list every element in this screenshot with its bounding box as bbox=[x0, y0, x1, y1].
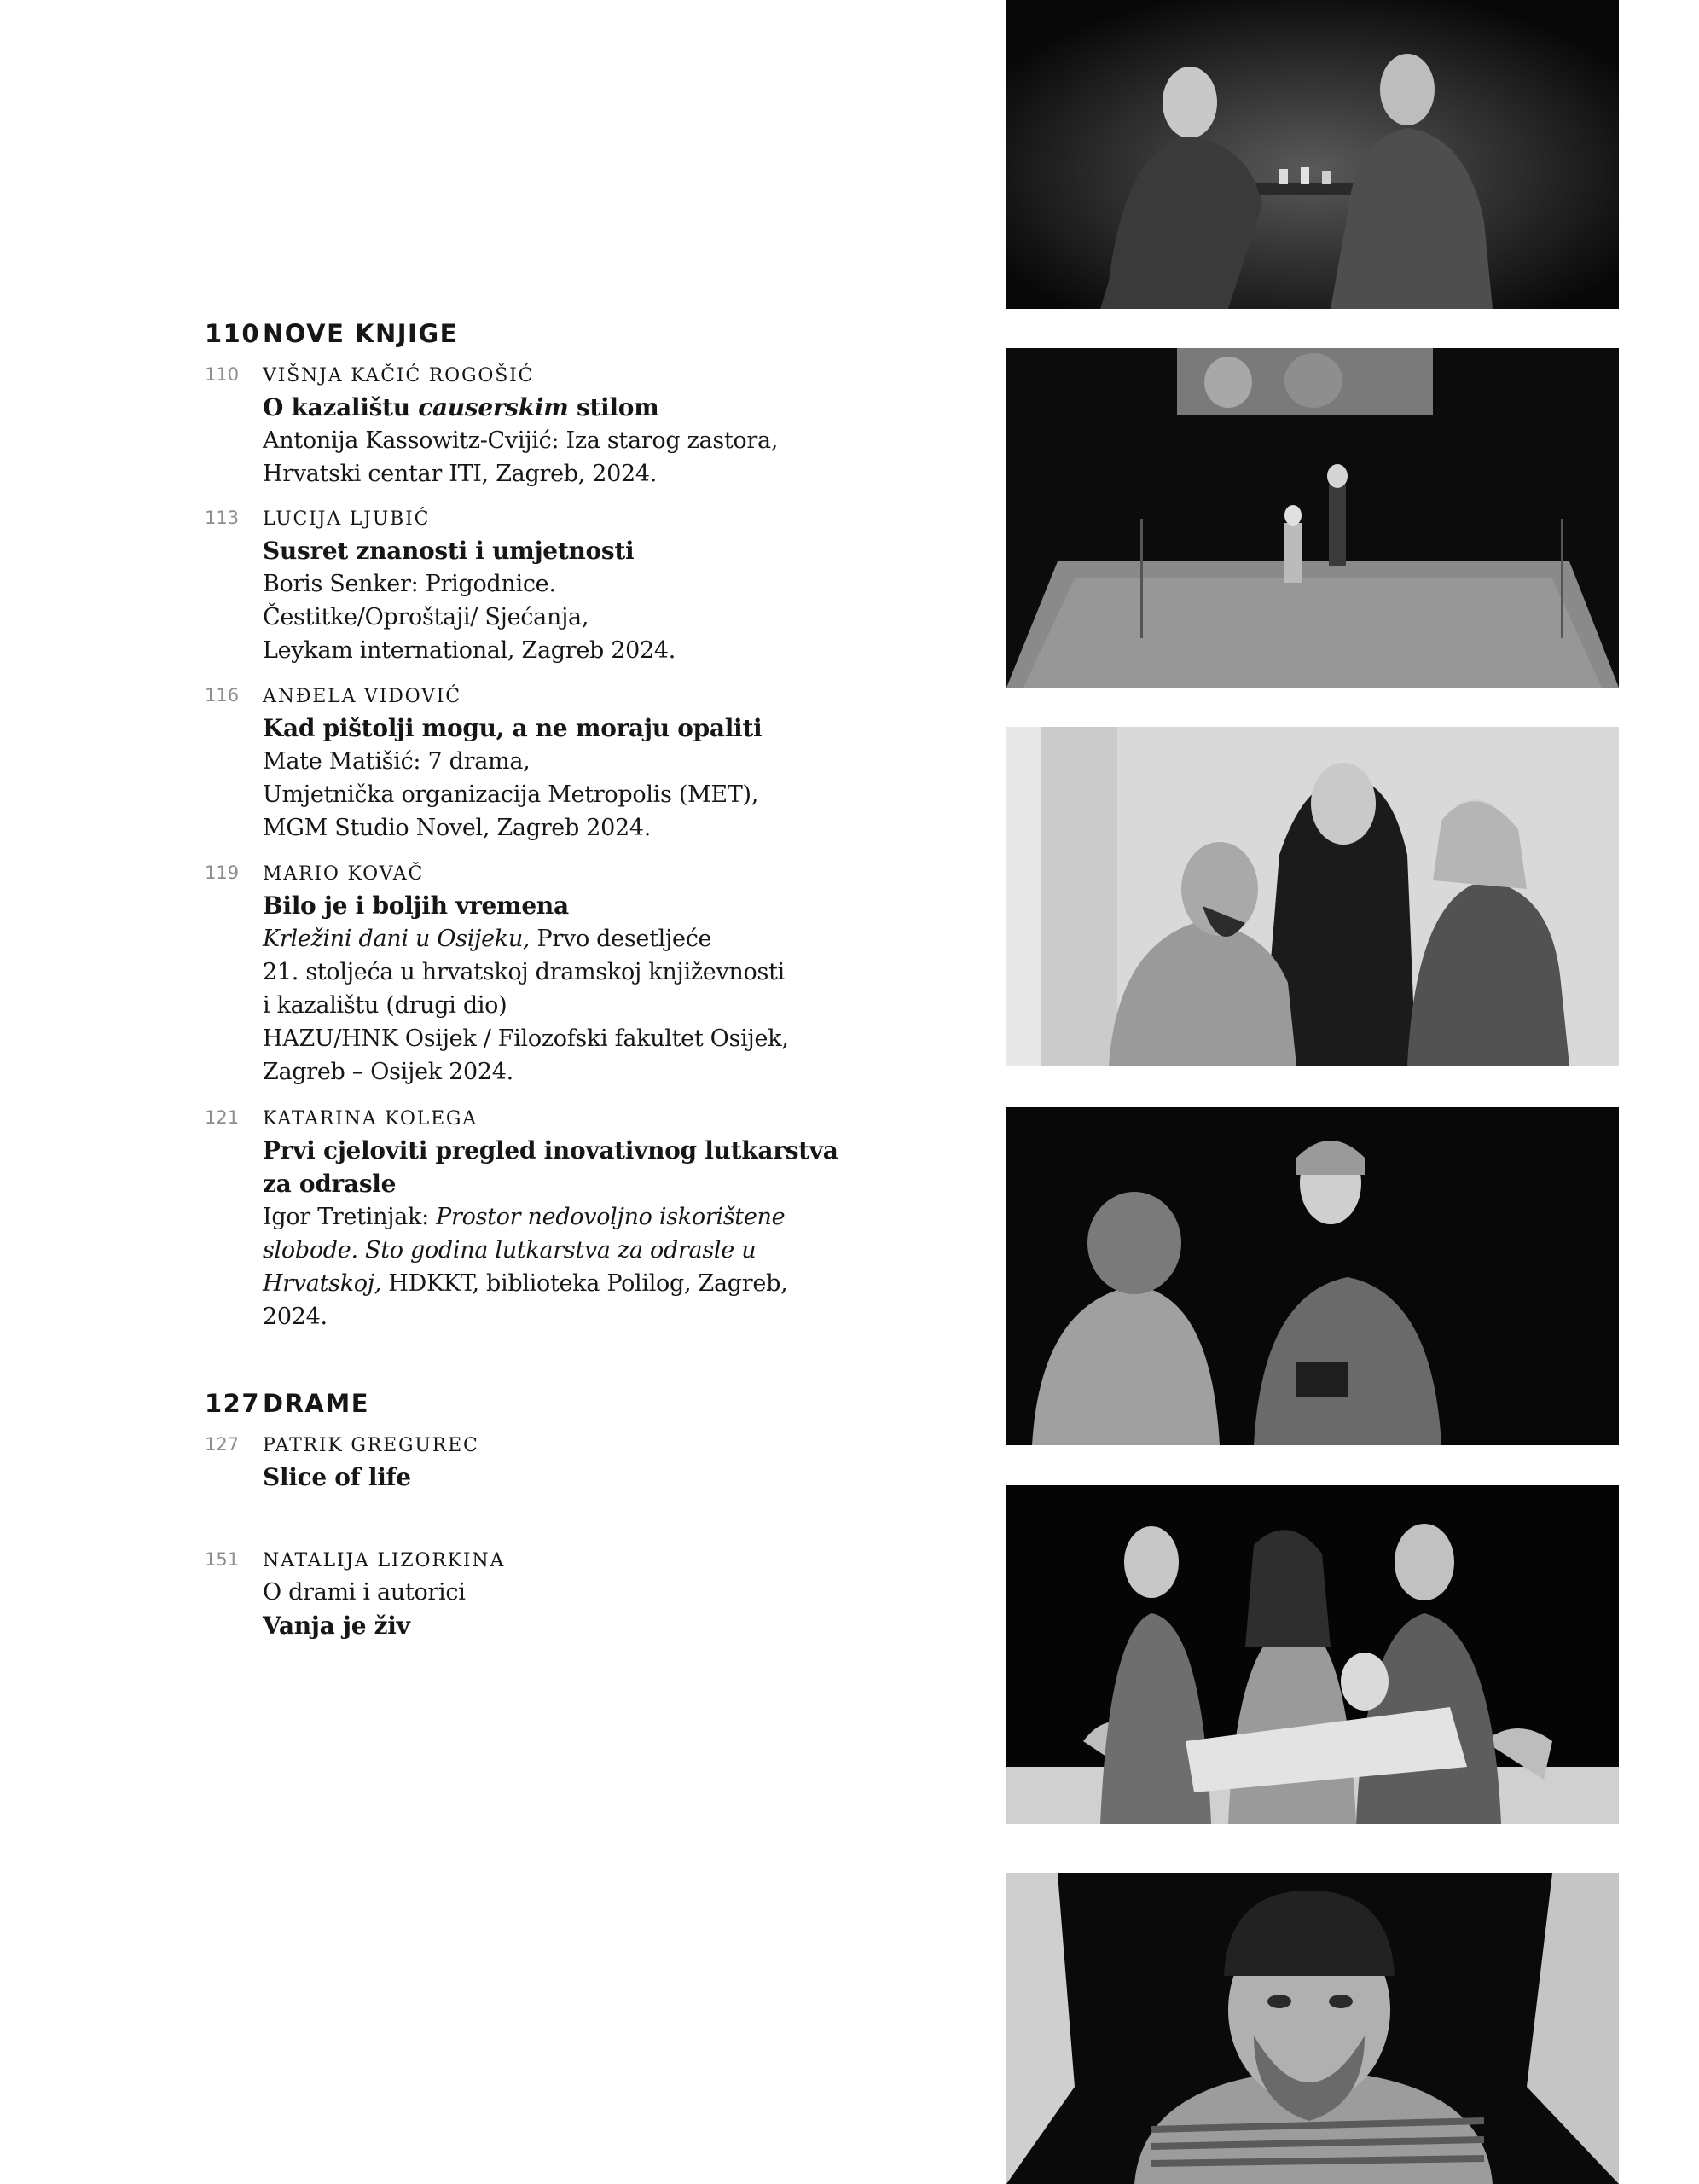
page-number: 119 bbox=[205, 863, 240, 883]
entry-desc-line: Boris Senker: Prigodnice. bbox=[263, 571, 556, 597]
entry-desc-line: HAZU/HNK Osijek / Filozofski fakultet Osijek, bbox=[263, 1025, 789, 1052]
entry-desc-line: 2024. bbox=[263, 1304, 328, 1330]
section-title: NOVE KNJIGE bbox=[263, 319, 458, 348]
section-title: DRAME bbox=[263, 1389, 370, 1418]
entry-desc-line: slobode. Sto godina lutkarstva za odrasle u bbox=[263, 1237, 757, 1263]
entry-desc-line: 21. stoljeća u hrvatskoj dramskoj književnosti bbox=[263, 959, 785, 985]
entry-desc-line: Igor Tretinjak: Prostor nedovoljno iskorištene bbox=[263, 1204, 786, 1230]
entry-author: PATRIK GREGUREC bbox=[263, 1435, 479, 1456]
entry-desc-line: Umjetnička organizacija Metropolis (MET), bbox=[263, 781, 759, 808]
page-number: 127 bbox=[205, 1434, 240, 1455]
entry-title: Bilo je i boljih vremena bbox=[263, 892, 569, 920]
entry-title: Susret znanosti i umjetnosti bbox=[263, 537, 635, 565]
page-number: 116 bbox=[205, 685, 240, 706]
entry-subtitle: O drami i autorici bbox=[263, 1579, 466, 1606]
stage-photo bbox=[1006, 1873, 1619, 2184]
section-heading-nove-knjige bbox=[205, 317, 458, 350]
entry-title: Kad pištolji mogu, a ne moraju opaliti bbox=[263, 714, 763, 742]
entry-desc-line: Mate Matišić: 7 drama, bbox=[263, 748, 531, 775]
entry-title: Slice of life bbox=[263, 1463, 411, 1491]
entry-desc-line: Antonija Kassowitz-Cvijić: Iza starog zastora, bbox=[263, 427, 779, 454]
stage-photo bbox=[1006, 727, 1619, 1066]
entry-desc-line: Hrvatski centar ITI, Zagreb, 2024. bbox=[263, 461, 658, 487]
entry-desc-line: MGM Studio Novel, Zagreb 2024. bbox=[263, 815, 652, 841]
entry-desc-line: Leykam international, Zagreb 2024. bbox=[263, 637, 676, 664]
entry-title-line: Prvi cjeloviti pregled inovativnog lutkarstva bbox=[263, 1136, 838, 1165]
stage-photo bbox=[1006, 1107, 1619, 1445]
page-number: 113 bbox=[205, 508, 240, 528]
entry-author: KATARINA KOLEGA bbox=[263, 1108, 478, 1130]
page-number: 110 bbox=[205, 364, 240, 385]
entry-title: Vanja je živ bbox=[263, 1612, 410, 1640]
entry-author: VIŠNJA KAČIĆ ROGOŠIĆ bbox=[263, 365, 535, 386]
page-number: 121 bbox=[205, 1107, 240, 1128]
entry-author: ANĐELA VIDOVIĆ bbox=[263, 686, 461, 707]
entry-desc-line: Hrvatskoj, HDKKT, biblioteka Polilog, Zagreb, bbox=[263, 1270, 788, 1297]
entry-author: LUCIJA LJUBIĆ bbox=[263, 508, 431, 530]
entry-author: MARIO KOVAČ bbox=[263, 863, 425, 885]
entry-title: O kazalištu causerskim stilom bbox=[263, 393, 659, 421]
stage-photo bbox=[1006, 1485, 1619, 1824]
section-number: 127 bbox=[205, 1389, 261, 1418]
entry-desc-line: Čestitke/Oproštaji/ Sjećanja, bbox=[263, 604, 589, 630]
entry-desc-line: i kazalištu (drugi dio) bbox=[263, 992, 507, 1019]
stage-photo bbox=[1006, 348, 1619, 688]
page-number: 151 bbox=[205, 1549, 240, 1570]
section-number: 110 bbox=[205, 319, 261, 348]
entry-author: NATALIJA LIZORKINA bbox=[263, 1550, 506, 1571]
stage-photo bbox=[1006, 0, 1619, 309]
entry-title-line: za odrasle bbox=[263, 1170, 397, 1198]
entry-desc-line: Zagreb – Osijek 2024. bbox=[263, 1059, 513, 1085]
section-heading-drame bbox=[205, 1387, 369, 1420]
entry-desc-line: Krležini dani u Osijeku, Prvo desetljeće bbox=[263, 926, 712, 952]
